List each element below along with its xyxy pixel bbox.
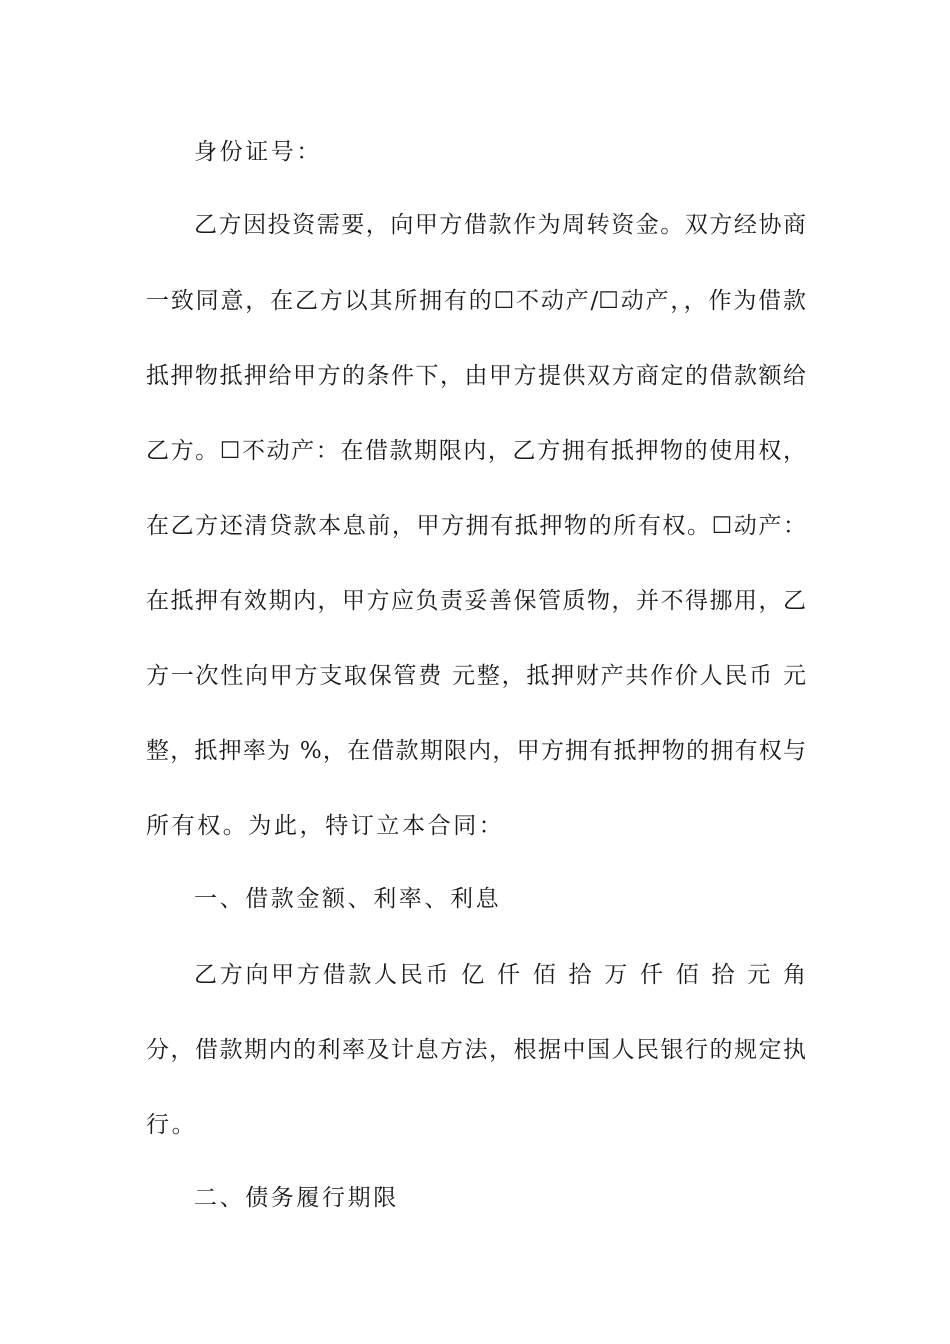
section-heading: 一、借款金额、利率、利息 [194,886,502,912]
paragraph-line: 乙方。☐不动产：在借款期限内，乙方拥有抵押物的使用权， [146,438,806,464]
paragraph-line: 乙方因投资需要，向甲方借款作为周转资金。双方经协商 [194,212,806,238]
paragraph-line: 一致同意，在乙方以其所拥有的☐不动产/☐动产，，作为借款 [146,288,806,314]
paragraph-line: 方一次性向甲方支取保管费 元整，抵押财产共作价人民币 元 [146,663,806,689]
paragraph-line: 乙方向甲方借款人民币 亿 仟 佰 拾 万 仟 佰 拾 元 角 [194,962,806,988]
paragraph-line: 整，抵押率为 %，在借款期限内，甲方拥有抵押物的拥有权与 [146,738,806,764]
paragraph-line: 分，借款期内的利率及计息方法，根据中国人民银行的规定执 [146,1037,806,1063]
id-number-label: 身份证号： [194,139,322,165]
paragraph-line: 所有权。为此，特订立本合同： [146,813,505,839]
paragraph-line: 在乙方还清贷款本息前，甲方拥有抵押物的所有权。☐动产： [146,513,806,539]
paragraph-line: 抵押物抵押给甲方的条件下，由甲方提供双方商定的借款额给 [146,363,806,389]
paragraph-line: 行。 [146,1112,198,1138]
section-heading: 二、债务履行期限 [194,1185,399,1211]
paragraph-line: 在抵押有效期内，甲方应负责妥善保管质物，并不得挪用，乙 [146,588,806,614]
